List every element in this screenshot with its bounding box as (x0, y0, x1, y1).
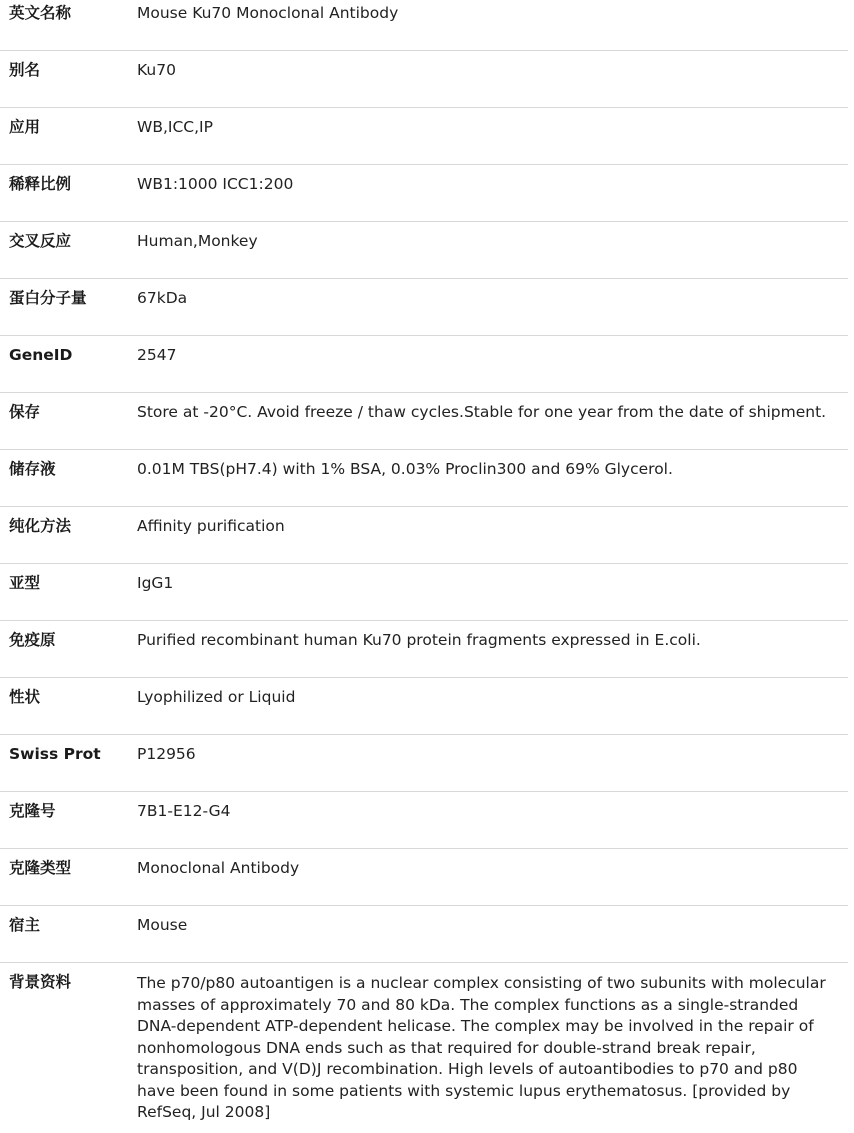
row-label: 性状 (0, 678, 137, 735)
row-label: 背景资料 (9, 973, 72, 991)
row-value: Mouse Ku70 Monoclonal Antibody (137, 0, 848, 51)
spec-row-immunogen (0, 621, 848, 678)
row-label: 储存液 (0, 450, 137, 507)
row-value: 67kDa (137, 279, 848, 336)
row-label: 克隆类型 (0, 849, 137, 906)
row-label: 应用 (0, 108, 137, 165)
row-value: 0.01M TBS(pH7.4) with 1% BSA, 0.03% Proclin300 and 69% Glycerol. (137, 450, 848, 507)
spec-row-storage (0, 393, 848, 450)
spec-row-isotype (0, 564, 848, 621)
spec-row-cross-reactivity (0, 222, 848, 279)
row-value: Monoclonal Antibody (137, 849, 848, 906)
row-label: 克隆号 (0, 792, 137, 849)
row-label: 亚型 (0, 564, 137, 621)
row-label: 免疫原 (0, 621, 137, 678)
row-label: 交叉反应 (0, 222, 137, 279)
row-value: Purified recombinant human Ku70 protein fragments expressed in E.coli. (137, 621, 848, 678)
spec-row-gene-id (0, 336, 848, 393)
row-value: WB,ICC,IP (137, 108, 848, 165)
row-value: P12956 (137, 735, 848, 792)
spec-row-english-name (0, 0, 848, 51)
spec-row-background (0, 963, 848, 1133)
row-value: 7B1-E12-G4 (137, 792, 848, 849)
spec-row-alias (0, 51, 848, 108)
spec-row-molecular-weight (0, 279, 848, 336)
row-label: 英文名称 (0, 0, 137, 51)
row-value: Mouse (137, 906, 848, 963)
row-label: 保存 (0, 393, 137, 450)
row-label: 宿主 (0, 906, 137, 963)
row-value: IgG1 (137, 564, 848, 621)
spec-row-application (0, 108, 848, 165)
row-label: 纯化方法 (0, 507, 137, 564)
row-value: Affinity purification (137, 507, 848, 564)
spec-row-clonality (0, 849, 848, 906)
row-value: Lyophilized or Liquid (137, 678, 848, 735)
spec-row-storage-buffer (0, 450, 848, 507)
row-value: 2547 (137, 336, 848, 393)
spec-row-purification (0, 507, 848, 564)
row-label: Swiss Prot (0, 735, 137, 792)
spec-row-clone-number (0, 792, 848, 849)
row-label: 蛋白分子量 (0, 279, 137, 336)
row-label: 别名 (0, 51, 137, 108)
row-label: GeneID (0, 336, 137, 393)
row-value: Ku70 (137, 51, 848, 108)
row-value: WB1:1000 ICC1:200 (137, 165, 848, 222)
spec-row-host (0, 906, 848, 963)
spec-row-swiss-prot (0, 735, 848, 792)
row-value: Human,Monkey (137, 222, 848, 279)
row-label: 稀释比例 (0, 165, 137, 222)
row-value: Store at -20°C. Avoid freeze / thaw cycles.Stable for one year from the date of shipment. (137, 393, 848, 450)
background-paragraph: The p70/p80 autoantigen is a nuclear complex consisting of two subunits with molecular masses of approximately 70 and 80 kDa. The complex functions as a single-stranded DNA-dependent ATP-dependent helicase. The complex may be involved in the repair of nonhomologous DNA ends such as that required for double-strand break repair, transposition, and V(D)J recombination. High levels of autoantibodies to p70 and p80 have been found in some patients with systemic lupus erythematosus. [provided by RefSeq, Jul 2008] (137, 974, 826, 1121)
spec-row-dilution (0, 165, 848, 222)
spec-row-form (0, 678, 848, 735)
